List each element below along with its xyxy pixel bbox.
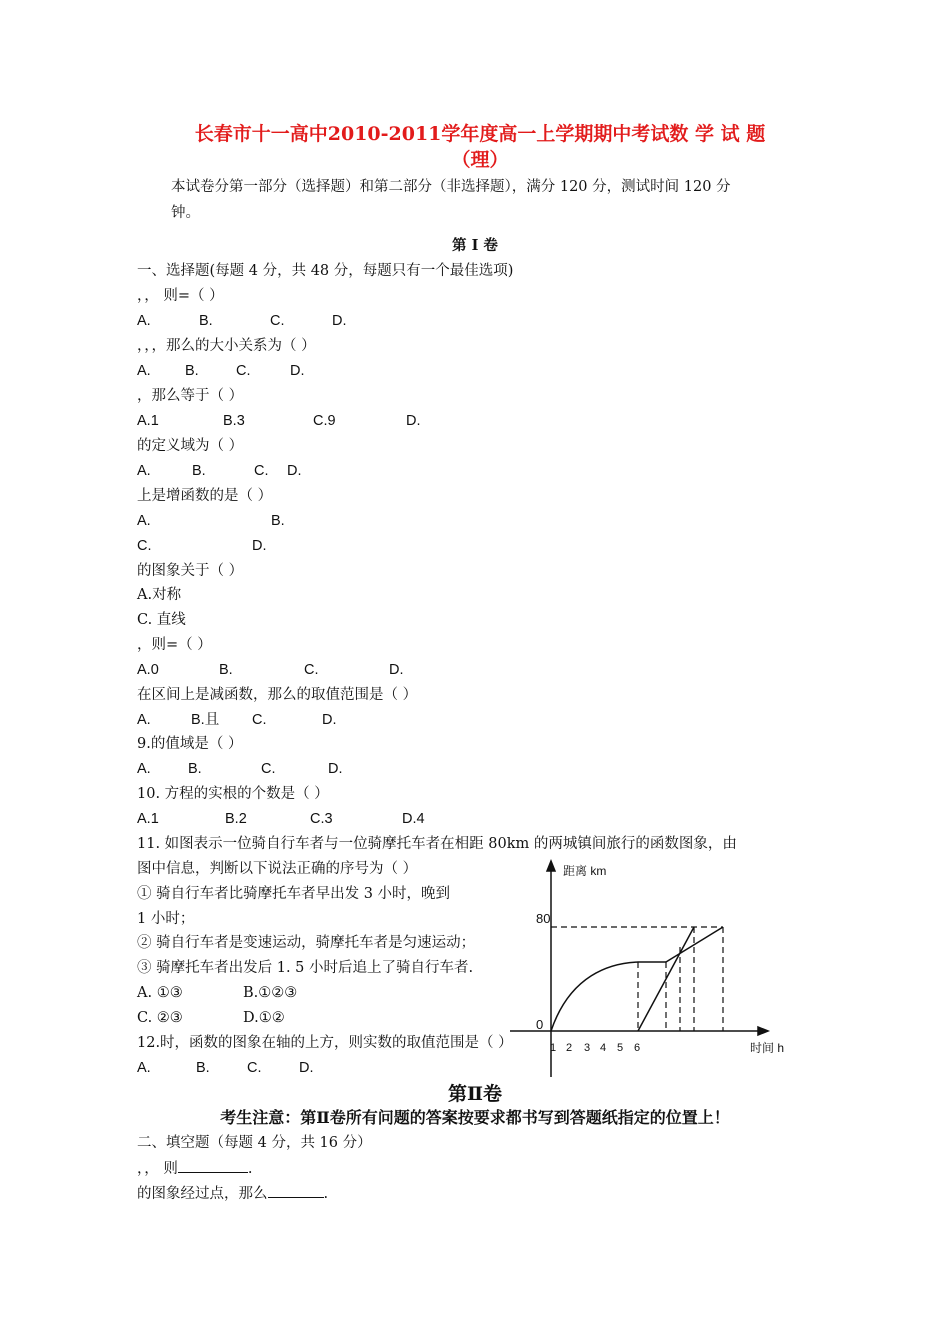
- fill-q1-end: .: [247, 1161, 253, 1177]
- q5-option-a: A.: [137, 513, 151, 529]
- q8-stem: 在区间上是减函数，那么的取值范围是（ ）: [137, 687, 418, 703]
- q4-option-d: D.: [287, 463, 302, 479]
- q11-statement3: ③ 骑摩托车者出发后 1. 5 小时后追上了骑自行车者.: [137, 960, 474, 976]
- q4-option-c: C.: [254, 463, 269, 479]
- q11-option-a: A. ①③: [137, 985, 183, 1001]
- q10-option-a: A.1: [137, 811, 159, 827]
- x-tick-2: 2: [566, 1042, 573, 1054]
- q8-option-a: A.: [137, 712, 151, 728]
- exam-title-line2: （理）: [451, 149, 509, 171]
- q8-option-c: C.: [252, 712, 267, 728]
- q10-option-b: B.2: [225, 811, 247, 827]
- fill-section-heading: 二、填空题（每题 4 分，共 16 分）: [137, 1135, 372, 1151]
- exam-title-line1: 长春市十一高中2010-2011学年度高一上学期期中考试数 学 试 题: [194, 123, 766, 145]
- q8-option-b: B.且: [191, 712, 220, 728]
- x-axis-arrow: [758, 1027, 768, 1035]
- q11-distance-time-graph: [500, 855, 800, 1085]
- q11-option-d: D.①②: [243, 1010, 285, 1026]
- part2-notice: 考生注意：第Ⅱ卷所有问题的答案按要求都书写到答题纸指定的位置上！: [220, 1108, 730, 1127]
- fill-q1-answer-blank[interactable]: [178, 1158, 248, 1173]
- q10-option-d: D.4: [402, 811, 425, 827]
- q12-option-b: B.: [196, 1060, 210, 1076]
- fill-question-1: [137, 1158, 252, 1179]
- q11-option-c: C. ②③: [137, 1010, 183, 1026]
- fill-q2-answer-blank[interactable]: [268, 1183, 324, 1198]
- q11-statement2: ② 骑自行车者是变速运动，骑摩托车者是匀速运动；: [137, 935, 476, 951]
- q6-stem: 的图象关于（ ）: [137, 563, 244, 579]
- q3-option-d: D.: [406, 413, 421, 429]
- q9-option-b: B.: [188, 761, 202, 777]
- y-axis-arrow: [547, 861, 555, 871]
- q11-stem-line1: 11. 如图表示一位骑自行车者与一位骑摩托车者在相距 80km 的两城镇间旅行的函数图象，由: [137, 836, 737, 852]
- part1-heading: 第 I 卷: [452, 237, 498, 254]
- q4-stem: 的定义域为（ ）: [137, 438, 244, 454]
- q11-statement1a: ① 骑自行车者比骑摩托车者早出发 3 小时，晚到: [137, 886, 451, 902]
- q5-option-c: C.: [137, 538, 152, 554]
- graph-y-label: 距离 km: [563, 864, 607, 878]
- q2-option-a: A.: [137, 363, 151, 379]
- q11-option-b: B.①②③: [243, 985, 298, 1001]
- q12-option-a: A.: [137, 1060, 151, 1076]
- q1-stem: ，， 则=（ ）: [137, 288, 224, 304]
- q7-option-d: D.: [389, 662, 404, 678]
- q11-statement1b: 1 小时；: [137, 911, 195, 927]
- q12-stem: 12.时，函数的图象在轴的上方，则实数的取值范围是（ ）: [137, 1035, 513, 1051]
- x-tick-3: 3: [584, 1042, 591, 1054]
- intro-line1: 本试卷分第一部分（选择题）和第二部分（非选择题），满分 120 分，测试时间 120 分: [171, 179, 731, 195]
- q2-option-b: B.: [185, 363, 199, 379]
- q10-stem: 10. 方程的实根的个数是（ ）: [137, 786, 329, 802]
- q4-option-b: B.: [192, 463, 206, 479]
- q12-option-d: D.: [299, 1060, 314, 1076]
- x-tick-5: 5: [617, 1042, 624, 1054]
- q2-option-d: D.: [290, 363, 305, 379]
- graph-origin-label: 0: [536, 1017, 544, 1032]
- graph-x-label: 时间 h: [750, 1041, 785, 1055]
- q1-option-b: B.: [199, 313, 213, 329]
- x-tick-1: 1: [550, 1042, 557, 1054]
- q5-option-d: D.: [252, 538, 267, 554]
- q2-stem: ，，，那么的大小关系为（ ）: [137, 338, 316, 354]
- cyclist-curve: [551, 962, 666, 1031]
- part2-heading: 第Ⅱ卷: [447, 1083, 502, 1105]
- graph-y-tick-80: 80: [536, 911, 551, 926]
- x-tick-6: 6: [634, 1042, 641, 1054]
- exam-title: [120, 121, 840, 173]
- fill-q2-end: .: [323, 1186, 329, 1202]
- fill-q2-stem: 的图象经过点，那么: [137, 1186, 268, 1202]
- q1-option-c: C.: [270, 313, 285, 329]
- q6-option-c: C. 直线: [137, 612, 186, 628]
- q7-stem: ，则=（ ）: [137, 637, 212, 653]
- q9-stem: 9.的值域是（ ）: [137, 736, 243, 752]
- q5-option-b: B.: [271, 513, 285, 529]
- q9-option-d: D.: [328, 761, 343, 777]
- fill-q1-stem: ，， 则: [137, 1161, 178, 1177]
- q9-option-c: C.: [261, 761, 276, 777]
- q1-option-d: D.: [332, 313, 347, 329]
- q9-option-a: A.: [137, 761, 151, 777]
- choice-section-heading: 一、选择题(每题 4 分，共 48 分，每题只有一个最佳选项): [137, 263, 514, 279]
- q2-option-c: C.: [236, 363, 251, 379]
- q3-stem: ，那么等于（ ）: [137, 388, 244, 404]
- x-tick-4: 4: [600, 1042, 607, 1054]
- intro-line2: 钟。: [171, 205, 200, 221]
- q4-option-a: A.: [137, 463, 151, 479]
- q6-option-a: A.对称: [137, 587, 182, 603]
- q7-option-b: B.: [219, 662, 233, 678]
- q3-option-b: B.3: [223, 413, 245, 429]
- q7-option-a: A.0: [137, 662, 159, 678]
- q8-option-d: D.: [322, 712, 337, 728]
- fill-question-2: [137, 1183, 328, 1204]
- q3-option-c: C.9: [313, 413, 336, 429]
- q10-option-c: C.3: [310, 811, 333, 827]
- q11-stem-line2: 图中信息，判断以下说法正确的序号为（ ）: [137, 861, 418, 877]
- q3-option-a: A.1: [137, 413, 159, 429]
- q5-stem: 上是增函数的是（ ）: [137, 488, 273, 504]
- q7-option-c: C.: [304, 662, 319, 678]
- q1-option-a: A.: [137, 313, 151, 329]
- q12-option-c: C.: [247, 1060, 262, 1076]
